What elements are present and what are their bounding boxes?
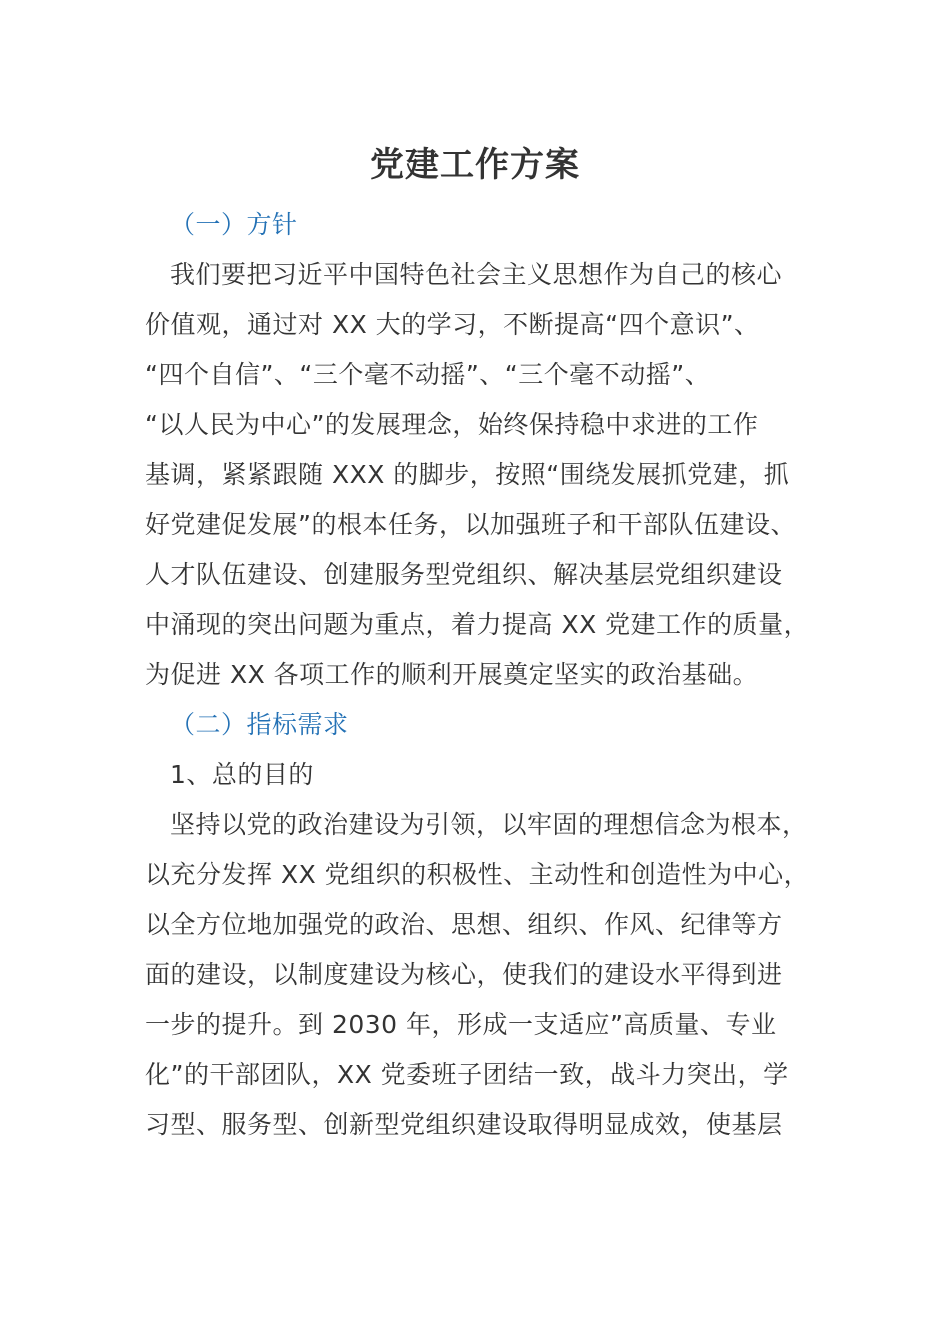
paragraph-line: 人才队伍建设、创建服务型党组织、解决基层党组织建设 xyxy=(145,560,783,589)
section-indicators xyxy=(145,700,845,1150)
document-body xyxy=(145,200,845,1150)
section-heading: （二）指标需求 xyxy=(170,710,349,739)
paragraph xyxy=(145,800,845,1150)
section-guideline xyxy=(145,200,845,700)
paragraph-line: 中涌现的突出问题为重点，着力提高 XX 党建工作的质量， xyxy=(145,610,810,639)
section-heading: （一）方针 xyxy=(170,210,298,239)
paragraph-line: 好党建促发展”的根本任务，以加强班子和干部队伍建设、 xyxy=(145,510,796,539)
paragraph-line: 面的建设，以制度建设为核心，使我们的建设水平得到进 xyxy=(145,960,783,989)
paragraph-line: 化”的干部团队，XX 党委班子团结一致，战斗力突出，学 xyxy=(145,1060,789,1089)
paragraph-line: 以充分发挥 XX 党组织的积极性、主动性和创造性为中心， xyxy=(145,860,810,889)
paragraph-line: 习型、服务型、创新型党组织建设取得明显成效，使基层 xyxy=(145,1110,783,1139)
paragraph-line: “四个自信”、“三个毫不动摇”、“三个毫不动摇”、 xyxy=(145,360,711,389)
subsection-heading: 1、总的目的 xyxy=(170,760,314,789)
document-title: 党建工作方案 xyxy=(370,145,580,185)
paragraph-line: 以全方位地加强党的政治、思想、组织、作风、纪律等方 xyxy=(145,910,783,939)
paragraph-line: 价值观，通过对 XX 大的学习，不断提高“四个意识”、 xyxy=(145,310,760,339)
paragraph-line: 基调，紧紧跟随 XXX 的脚步，按照“围绕发展抓党建，抓 xyxy=(145,460,790,489)
paragraph-line: 为促进 XX 各项工作的顺利开展奠定坚实的政治基础。 xyxy=(145,660,759,689)
paragraph-line: 坚持以党的政治建设为引领，以牢固的理想信念为根本， xyxy=(170,810,808,839)
paragraph-line: 我们要把习近平中国特色社会主义思想作为自己的核心 xyxy=(170,260,783,289)
paragraph xyxy=(145,250,845,700)
paragraph-line: “以人民为中心”的发展理念，始终保持稳中求进的工作 xyxy=(145,410,759,439)
paragraph-line: 一步的提升。到 2030 年，形成一支适应”高质量、专业 xyxy=(145,1010,777,1039)
